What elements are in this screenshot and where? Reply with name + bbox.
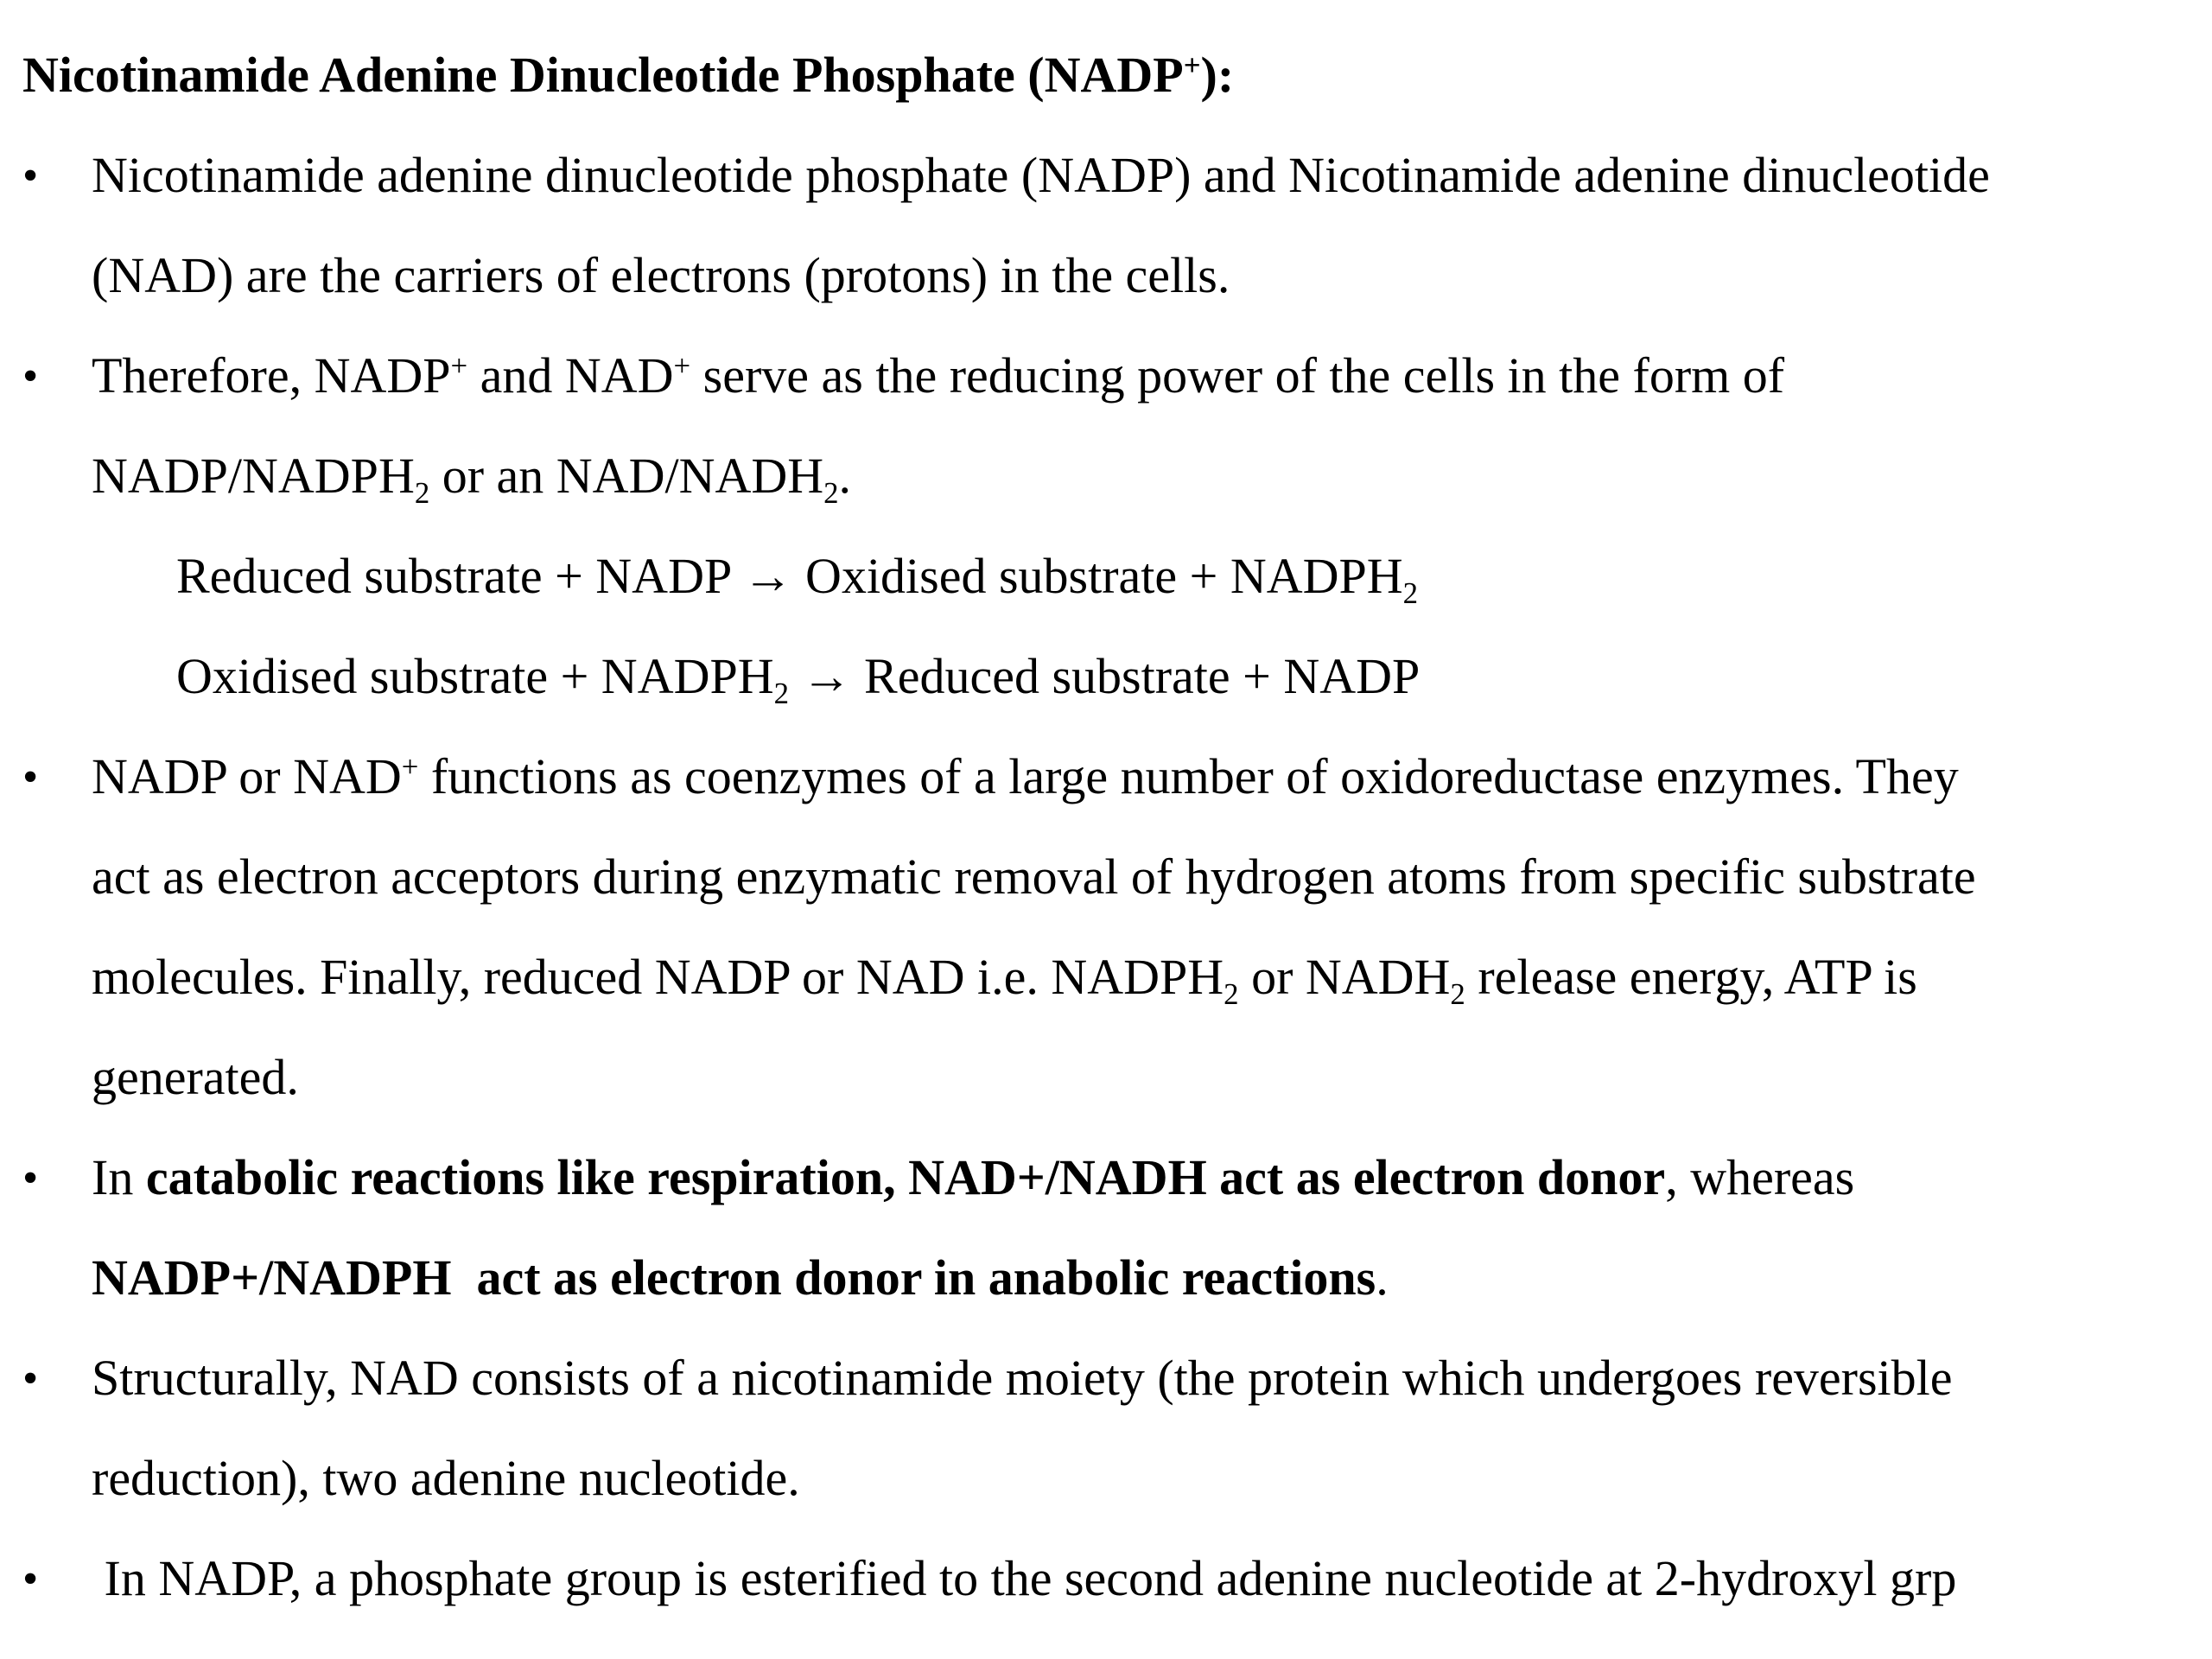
equation-1 xyxy=(176,548,1419,611)
heading-tail: ): xyxy=(1200,47,1235,103)
bullet-5-line-1 xyxy=(92,1350,1953,1406)
bullet-5-line-2 xyxy=(92,1450,800,1506)
bullet-marker: • xyxy=(22,151,39,200)
bullet-2-text-e: or an NAD/NADH xyxy=(429,448,824,504)
bullet-6-line-1 xyxy=(92,1550,1957,1606)
bullet-marker: • xyxy=(22,1154,39,1203)
bullet-2-text-f: . xyxy=(838,448,852,504)
bullet-4-text-d: . xyxy=(1376,1249,1389,1306)
bullet-2-text-b: and NAD xyxy=(467,347,674,404)
bullet-2-text-c: serve as the reducing power of the cells in the form of xyxy=(690,347,1785,404)
bullet-3-text-g: generated. xyxy=(92,1049,299,1105)
bullet-marker: • xyxy=(22,1554,39,1604)
bullet-marker: • xyxy=(22,1354,39,1403)
bullet-2-text-d: NADP/NADPH xyxy=(92,448,415,504)
bullet-3-text-f: release energy, ATP is xyxy=(1465,949,1917,1005)
bullet-1-text-2: (NAD) are the carriers of electrons (protons) in the cells. xyxy=(92,247,1230,303)
subscript-2: 2 xyxy=(1224,977,1239,1012)
bullet-1-line-2 xyxy=(92,247,1230,303)
subscript-2: 2 xyxy=(1450,977,1465,1012)
bullet-2-text-a: Therefore, NADP xyxy=(92,347,451,404)
bullet-3-text-e: or NADH xyxy=(1238,949,1451,1005)
bullet-4-line-2 xyxy=(92,1249,1389,1306)
subscript-2: 2 xyxy=(414,476,430,511)
bullet-2-line-1 xyxy=(92,347,1785,404)
equation-2-text-a: Oxidised substrate + NADPH xyxy=(176,648,774,704)
bullet-6-text-1: In NADP, a phosphate group is esterified to the second adenine nucleotide at 2-hydroxyl grp xyxy=(92,1550,1957,1606)
section-heading xyxy=(22,47,1235,103)
subscript-2: 2 xyxy=(773,677,790,711)
equation-2-text-b: → Reduced substrate + NADP xyxy=(789,648,1421,704)
bullet-5-text-1: Structurally, NAD consists of a nicotinamide moiety (the protein which undergoes reversible xyxy=(92,1350,1953,1406)
bullet-4-text-a: In xyxy=(92,1149,146,1205)
bullet-3-text-a: NADP or NAD xyxy=(92,748,402,804)
bullet-4-bold-text: catabolic reactions like respiration, NAD+/NADH act as electron donor xyxy=(145,1149,1666,1205)
bullet-1-line-1 xyxy=(92,147,1990,203)
bullet-4-bold-text-2: NADP+/NADPH act as electron donor in anabolic reactions xyxy=(92,1249,1376,1306)
heading-superscript: + xyxy=(1183,48,1201,82)
equation-1-text: Reduced substrate + NADP → Oxidised substrate + NADPH xyxy=(176,548,1403,604)
superscript-plus: + xyxy=(673,348,691,383)
bullet-3-text-c: act as electron acceptors during enzymatic removal of hydrogen atoms from specific substrate xyxy=(92,849,1976,905)
subscript-2: 2 xyxy=(823,476,839,511)
bullet-3-line-2 xyxy=(92,849,1976,905)
bullet-1-text-1: Nicotinamide adenine dinucleotide phosphate (NADP) and Nicotinamide adenine dinucleotide xyxy=(92,147,1990,203)
subscript-2: 2 xyxy=(1402,576,1419,611)
heading-text: Nicotinamide Adenine Dinucleotide Phosphate (NADP xyxy=(22,47,1184,103)
superscript-plus: + xyxy=(450,348,468,383)
bullet-3-line-4 xyxy=(92,1049,299,1105)
bullet-3-line-1 xyxy=(92,748,1959,804)
bullet-5-text-2: reduction), two adenine nucleotide. xyxy=(92,1450,800,1506)
superscript-plus: + xyxy=(401,749,419,784)
bullet-4-text-c: , whereas xyxy=(1665,1149,1855,1205)
bullet-3-text-d: molecules. Finally, reduced NADP or NAD i.e. NADPH xyxy=(92,949,1224,1005)
bullet-2-line-2 xyxy=(92,448,852,511)
bullet-marker: • xyxy=(22,753,39,802)
bullet-marker: • xyxy=(22,352,39,401)
equation-2 xyxy=(176,648,1421,711)
bullet-3-text-b: functions as coenzymes of a large number of oxidoreductase enzymes. They xyxy=(418,748,1959,804)
bullet-4-line-1 xyxy=(92,1149,1855,1205)
bullet-3-line-3 xyxy=(92,949,1917,1012)
